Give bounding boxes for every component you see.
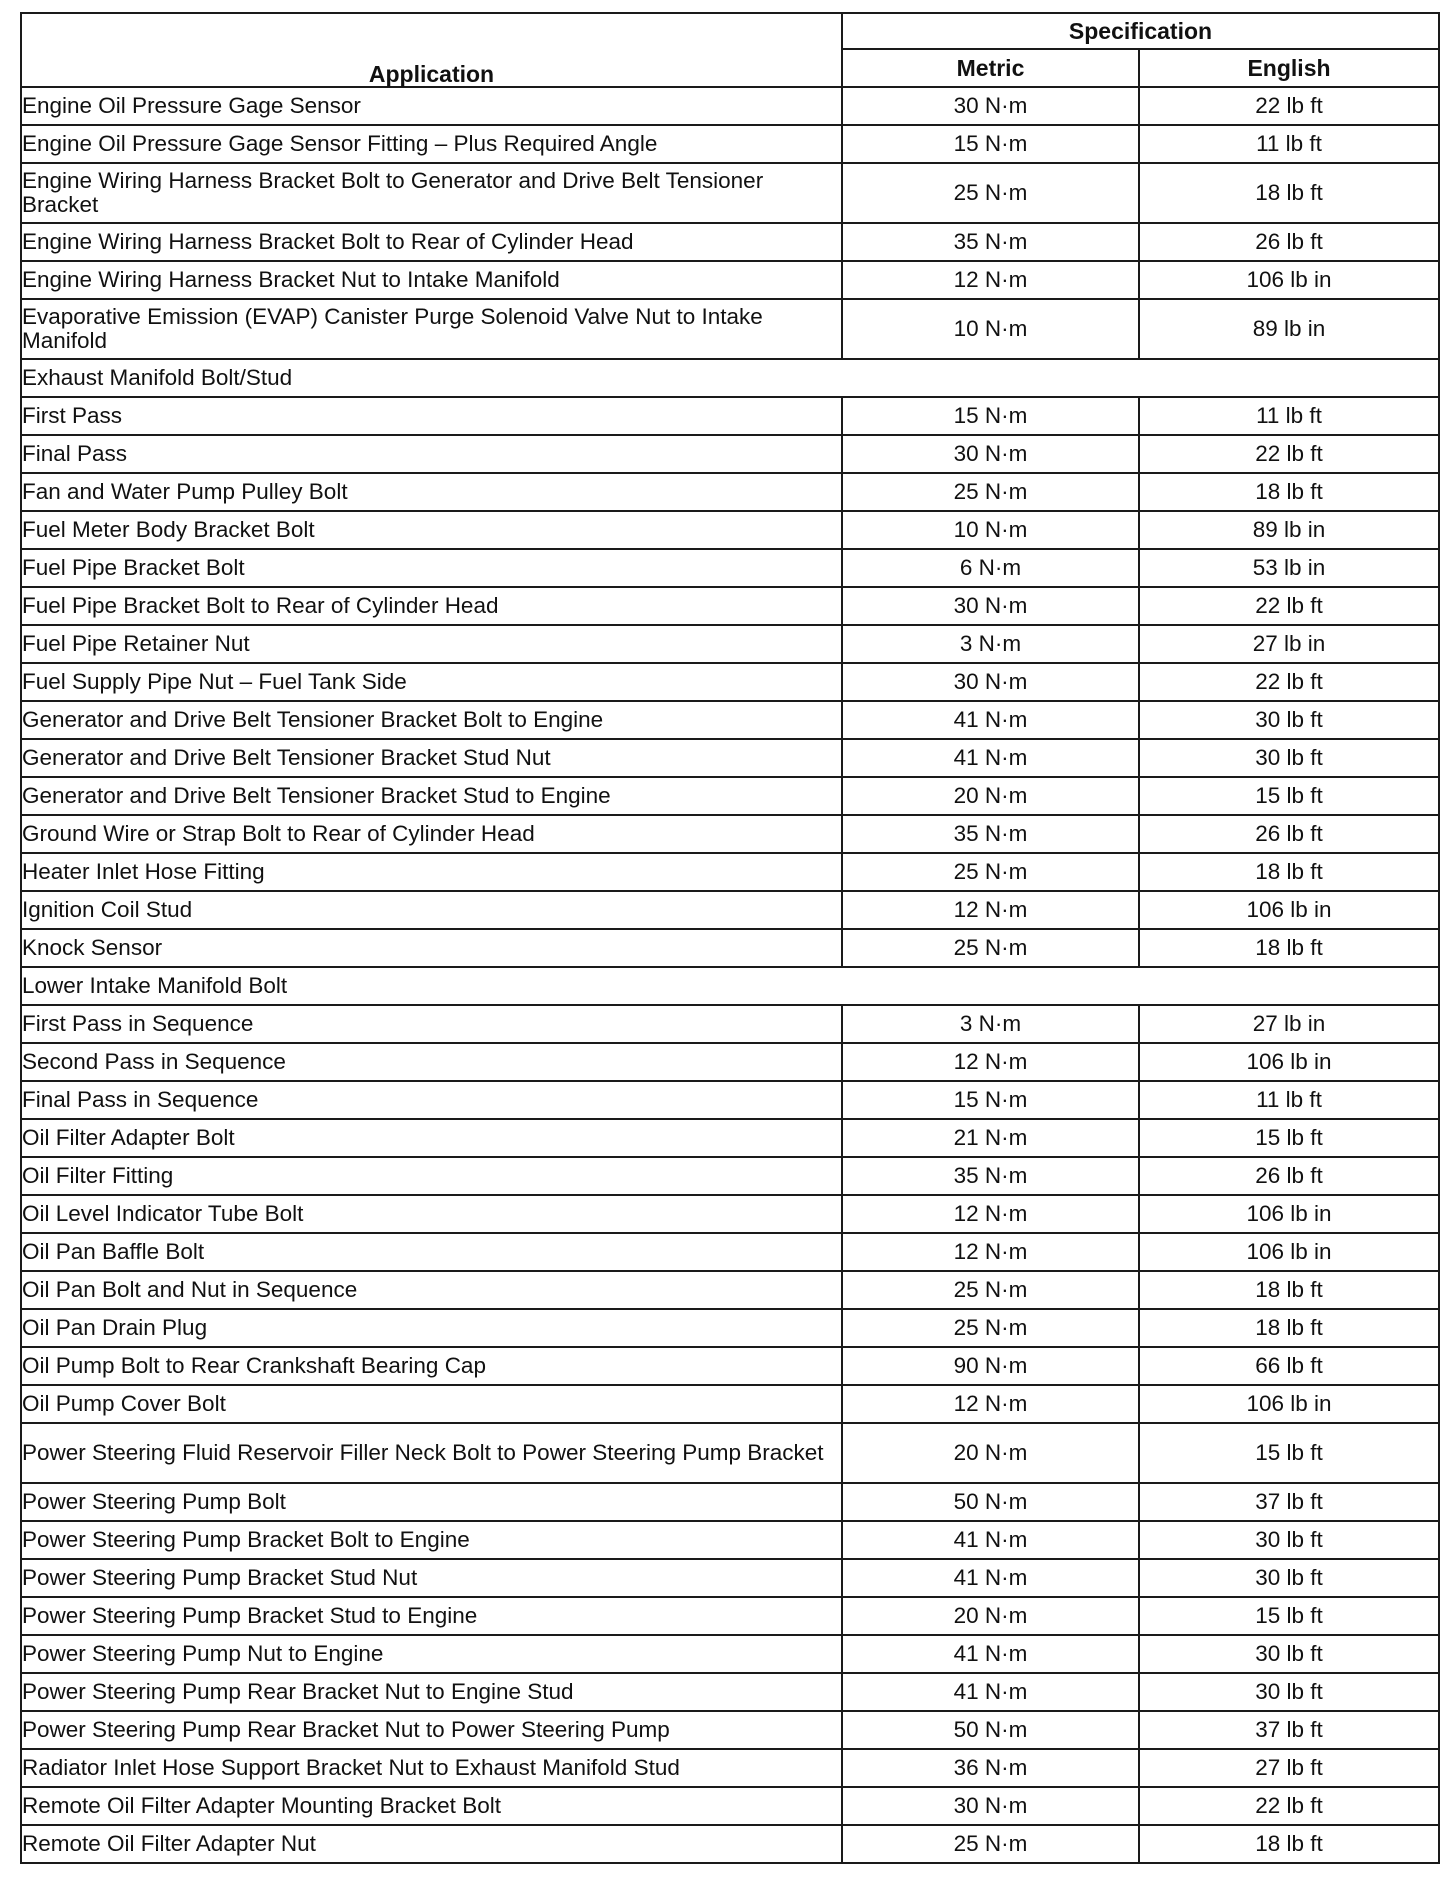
application-cell: Oil Filter Adapter Bolt <box>21 1119 842 1157</box>
metric-value: 12 N·m <box>842 261 1139 299</box>
application-cell: Engine Oil Pressure Gage Sensor <box>21 87 842 125</box>
metric-value: 35 N·m <box>842 1157 1139 1195</box>
metric-value: 25 N·m <box>842 853 1139 891</box>
table-row <box>21 1711 1439 1749</box>
table-row <box>21 473 1439 511</box>
metric-value: 20 N·m <box>842 777 1139 815</box>
english-value: 30 lb ft <box>1139 1635 1439 1673</box>
application-cell: Evaporative Emission (EVAP) Canister Purge Solenoid Valve Nut to Intake Manifold <box>21 299 842 359</box>
application-cell: Power Steering Pump Bracket Stud Nut <box>21 1559 842 1597</box>
application-cell: Oil Filter Fitting <box>21 1157 842 1195</box>
application-cell: Ignition Coil Stud <box>21 891 842 929</box>
english-value: 18 lb ft <box>1139 1309 1439 1347</box>
metric-value: 25 N·m <box>842 929 1139 967</box>
application-cell: Fuel Pipe Bracket Bolt to Rear of Cylinder Head <box>21 587 842 625</box>
english-value: 11 lb ft <box>1139 397 1439 435</box>
application-cell: Engine Wiring Harness Bracket Bolt to Generator and Drive Belt Tensioner Bracket <box>21 163 842 223</box>
application-cell: Fuel Supply Pipe Nut – Fuel Tank Side <box>21 663 842 701</box>
english-value: 89 lb in <box>1139 511 1439 549</box>
application-cell: Fuel Pipe Bracket Bolt <box>21 549 842 587</box>
metric-value: 35 N·m <box>842 815 1139 853</box>
table-row <box>21 1043 1439 1081</box>
english-value: 27 lb in <box>1139 625 1439 663</box>
table-row <box>21 1483 1439 1521</box>
english-value: 26 lb ft <box>1139 815 1439 853</box>
specification-header: Specification <box>842 13 1439 49</box>
table-row <box>21 1385 1439 1423</box>
table-row <box>21 125 1439 163</box>
table-row <box>21 587 1439 625</box>
english-value: 15 lb ft <box>1139 777 1439 815</box>
metric-value: 36 N·m <box>842 1749 1139 1787</box>
metric-value: 3 N·m <box>842 1005 1139 1043</box>
english-value: 22 lb ft <box>1139 1787 1439 1825</box>
table-row <box>21 1521 1439 1559</box>
metric-value: 12 N·m <box>842 1385 1139 1423</box>
table-row <box>21 777 1439 815</box>
english-value: 30 lb ft <box>1139 701 1439 739</box>
metric-value: 30 N·m <box>842 587 1139 625</box>
table-row <box>21 261 1439 299</box>
metric-value: 25 N·m <box>842 1271 1139 1309</box>
application-cell: Engine Oil Pressure Gage Sensor Fitting – Plus Required Angle <box>21 125 842 163</box>
application-cell: Remote Oil Filter Adapter Mounting Bracket Bolt <box>21 1787 842 1825</box>
table-row <box>21 891 1439 929</box>
english-value: 18 lb ft <box>1139 929 1439 967</box>
metric-value: 25 N·m <box>842 1825 1139 1863</box>
english-value: 22 lb ft <box>1139 87 1439 125</box>
table-row <box>21 1309 1439 1347</box>
application-subcell: Final Pass <box>21 435 842 473</box>
english-value: 37 lb ft <box>1139 1483 1439 1521</box>
english-value: 106 lb in <box>1139 261 1439 299</box>
english-value: 27 lb ft <box>1139 1749 1439 1787</box>
application-cell: Generator and Drive Belt Tensioner Bracket Stud Nut <box>21 739 842 777</box>
metric-value: 30 N·m <box>842 435 1139 473</box>
english-value: 27 lb in <box>1139 1005 1439 1043</box>
table-row <box>21 397 1439 435</box>
metric-value: 15 N·m <box>842 125 1139 163</box>
application-column-header: Application <box>21 13 842 87</box>
table-row <box>21 435 1439 473</box>
english-value: 53 lb in <box>1139 549 1439 587</box>
group-heading: Exhaust Manifold Bolt/Stud <box>21 359 1439 397</box>
table-row <box>21 223 1439 261</box>
application-subcell: Second Pass in Sequence <box>21 1043 842 1081</box>
english-value: 15 lb ft <box>1139 1423 1439 1483</box>
english-value: 18 lb ft <box>1139 1825 1439 1863</box>
english-value: 18 lb ft <box>1139 163 1439 223</box>
english-value: 106 lb in <box>1139 1385 1439 1423</box>
application-cell: Fuel Meter Body Bracket Bolt <box>21 511 842 549</box>
metric-value: 15 N·m <box>842 397 1139 435</box>
metric-value: 30 N·m <box>842 1787 1139 1825</box>
table-row <box>21 853 1439 891</box>
metric-value: 50 N·m <box>842 1711 1139 1749</box>
application-cell: Engine Wiring Harness Bracket Nut to Intake Manifold <box>21 261 842 299</box>
table-row <box>21 625 1439 663</box>
application-cell: Oil Pump Cover Bolt <box>21 1385 842 1423</box>
english-value: 15 lb ft <box>1139 1119 1439 1157</box>
metric-value: 30 N·m <box>842 663 1139 701</box>
metric-value: 25 N·m <box>842 473 1139 511</box>
table-row <box>21 1347 1439 1385</box>
metric-value: 10 N·m <box>842 299 1139 359</box>
application-cell: Ground Wire or Strap Bolt to Rear of Cylinder Head <box>21 815 842 853</box>
metric-value: 25 N·m <box>842 1309 1139 1347</box>
table-row <box>21 739 1439 777</box>
table-group-row <box>21 967 1439 1005</box>
table-row <box>21 701 1439 739</box>
table-row <box>21 511 1439 549</box>
application-cell: Fan and Water Pump Pulley Bolt <box>21 473 842 511</box>
metric-value: 12 N·m <box>842 891 1139 929</box>
english-value: 22 lb ft <box>1139 587 1439 625</box>
table-row <box>21 1423 1439 1483</box>
english-value: 106 lb in <box>1139 1195 1439 1233</box>
table-row <box>21 1081 1439 1119</box>
metric-value: 41 N·m <box>842 1521 1139 1559</box>
metric-value: 12 N·m <box>842 1195 1139 1233</box>
table-row <box>21 1825 1439 1863</box>
metric-value: 41 N·m <box>842 701 1139 739</box>
metric-value: 12 N·m <box>842 1043 1139 1081</box>
metric-value: 41 N·m <box>842 1673 1139 1711</box>
english-value: 18 lb ft <box>1139 473 1439 511</box>
table-row <box>21 1119 1439 1157</box>
metric-value: 20 N·m <box>842 1597 1139 1635</box>
application-cell: Oil Pump Bolt to Rear Crankshaft Bearing Cap <box>21 1347 842 1385</box>
english-value: 15 lb ft <box>1139 1597 1439 1635</box>
metric-value: 21 N·m <box>842 1119 1139 1157</box>
metric-value: 41 N·m <box>842 1635 1139 1673</box>
english-value: 30 lb ft <box>1139 1559 1439 1597</box>
english-value: 18 lb ft <box>1139 853 1439 891</box>
application-cell: Engine Wiring Harness Bracket Bolt to Rear of Cylinder Head <box>21 223 842 261</box>
table-row <box>21 815 1439 853</box>
application-cell: Power Steering Pump Rear Bracket Nut to Power Steering Pump <box>21 1711 842 1749</box>
table-row <box>21 1005 1439 1043</box>
english-value: 26 lb ft <box>1139 223 1439 261</box>
table-row <box>21 1673 1439 1711</box>
table-row <box>21 663 1439 701</box>
english-value: 30 lb ft <box>1139 1673 1439 1711</box>
metric-value: 41 N·m <box>842 1559 1139 1597</box>
application-cell: Generator and Drive Belt Tensioner Bracket Bolt to Engine <box>21 701 842 739</box>
metric-value: 41 N·m <box>842 739 1139 777</box>
english-value: 30 lb ft <box>1139 739 1439 777</box>
table-row <box>21 299 1439 359</box>
application-cell: Power Steering Pump Bracket Stud to Engine <box>21 1597 842 1635</box>
application-cell: Oil Pan Drain Plug <box>21 1309 842 1347</box>
english-value: 89 lb in <box>1139 299 1439 359</box>
metric-value: 20 N·m <box>842 1423 1139 1483</box>
metric-value: 3 N·m <box>842 625 1139 663</box>
table-row <box>21 1233 1439 1271</box>
metric-value: 25 N·m <box>842 163 1139 223</box>
application-subcell: First Pass <box>21 397 842 435</box>
english-column-header: English <box>1139 49 1439 87</box>
application-subcell: First Pass in Sequence <box>21 1005 842 1043</box>
table-group-row <box>21 359 1439 397</box>
metric-value: 15 N·m <box>842 1081 1139 1119</box>
application-cell: Remote Oil Filter Adapter Nut <box>21 1825 842 1863</box>
application-cell: Power Steering Fluid Reservoir Filler Neck Bolt to Power Steering Pump Bracket <box>21 1423 842 1483</box>
table-row <box>21 87 1439 125</box>
application-cell: Generator and Drive Belt Tensioner Bracket Stud to Engine <box>21 777 842 815</box>
application-cell: Oil Pan Bolt and Nut in Sequence <box>21 1271 842 1309</box>
metric-value: 90 N·m <box>842 1347 1139 1385</box>
table-row <box>21 1157 1439 1195</box>
english-value: 37 lb ft <box>1139 1711 1439 1749</box>
application-cell: Fuel Pipe Retainer Nut <box>21 625 842 663</box>
metric-value: 12 N·m <box>842 1233 1139 1271</box>
english-value: 11 lb ft <box>1139 1081 1439 1119</box>
table-row <box>21 1597 1439 1635</box>
table-row <box>21 1195 1439 1233</box>
table-row <box>21 549 1439 587</box>
fastener-torque-specification-table <box>20 12 1440 1864</box>
table-row <box>21 1749 1439 1787</box>
metric-value: 10 N·m <box>842 511 1139 549</box>
application-cell: Power Steering Pump Rear Bracket Nut to Engine Stud <box>21 1673 842 1711</box>
application-cell: Oil Pan Baffle Bolt <box>21 1233 842 1271</box>
english-value: 30 lb ft <box>1139 1521 1439 1559</box>
application-subcell: Final Pass in Sequence <box>21 1081 842 1119</box>
metric-column-header: Metric <box>842 49 1139 87</box>
metric-value: 50 N·m <box>842 1483 1139 1521</box>
application-cell: Power Steering Pump Bolt <box>21 1483 842 1521</box>
table-row <box>21 163 1439 223</box>
english-value: 11 lb ft <box>1139 125 1439 163</box>
group-heading: Lower Intake Manifold Bolt <box>21 967 1439 1005</box>
application-cell: Radiator Inlet Hose Support Bracket Nut to Exhaust Manifold Stud <box>21 1749 842 1787</box>
english-value: 106 lb in <box>1139 1233 1439 1271</box>
english-value: 18 lb ft <box>1139 1271 1439 1309</box>
table-row <box>21 1787 1439 1825</box>
english-value: 66 lb ft <box>1139 1347 1439 1385</box>
metric-value: 6 N·m <box>842 549 1139 587</box>
table-row <box>21 1559 1439 1597</box>
english-value: 106 lb in <box>1139 1043 1439 1081</box>
english-value: 22 lb ft <box>1139 663 1439 701</box>
metric-value: 30 N·m <box>842 87 1139 125</box>
english-value: 106 lb in <box>1139 891 1439 929</box>
application-cell: Power Steering Pump Bracket Bolt to Engine <box>21 1521 842 1559</box>
english-value: 22 lb ft <box>1139 435 1439 473</box>
table-row <box>21 929 1439 967</box>
table-row <box>21 1271 1439 1309</box>
metric-value: 35 N·m <box>842 223 1139 261</box>
application-cell: Power Steering Pump Nut to Engine <box>21 1635 842 1673</box>
application-cell: Knock Sensor <box>21 929 842 967</box>
table-row <box>21 1635 1439 1673</box>
application-cell: Oil Level Indicator Tube Bolt <box>21 1195 842 1233</box>
application-cell: Heater Inlet Hose Fitting <box>21 853 842 891</box>
english-value: 26 lb ft <box>1139 1157 1439 1195</box>
